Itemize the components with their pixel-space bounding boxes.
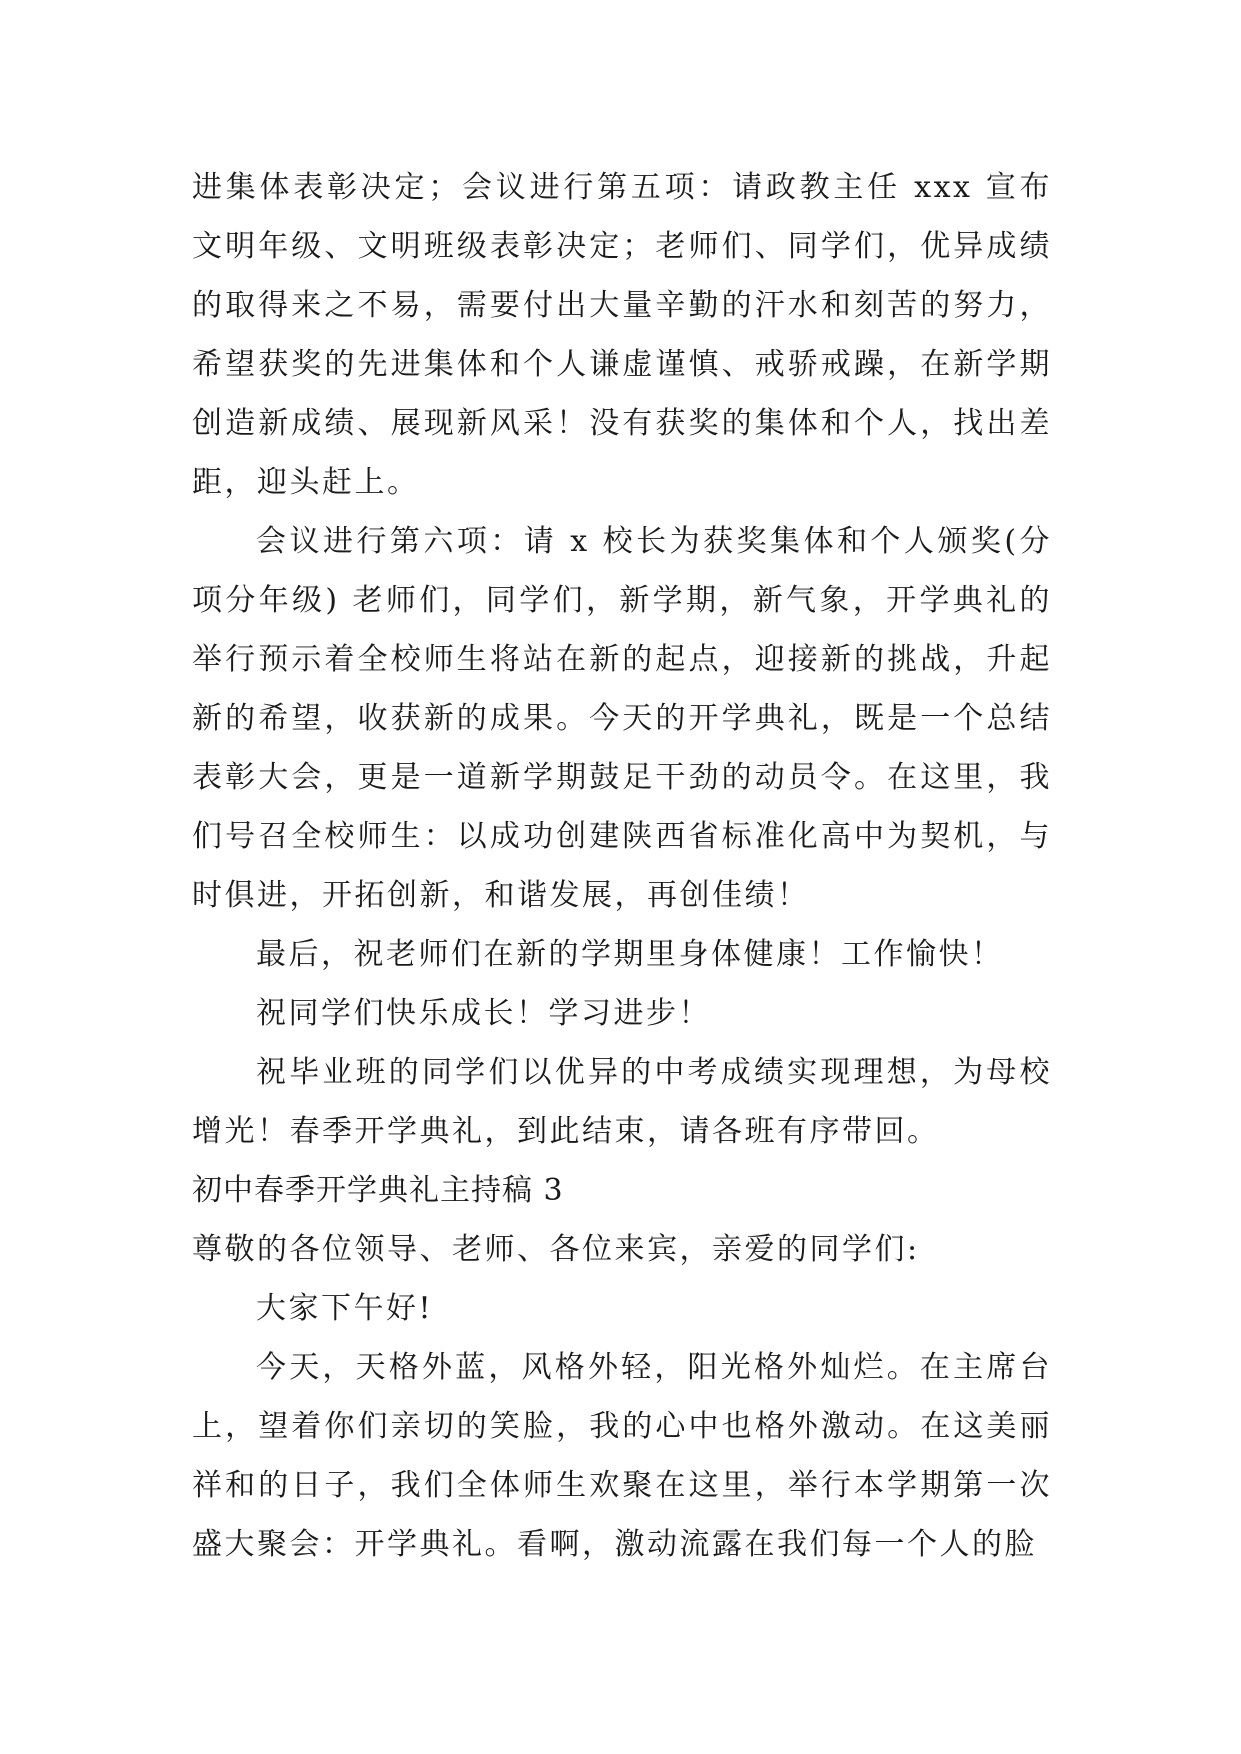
paragraph-wish-teachers: 最后，祝老师们在新的学期里身体健康！工作愉快！ [256, 937, 1004, 972]
salutation: 尊敬的各位领导、老师、各位来宾，亲爱的同学们: [192, 1232, 920, 1267]
paragraph-award-ceremony: 会议进行第六项：请 x 校长为获奖集体和个人颁奖(分项分年级) 老师们，同学们，新学期，新气象，开学典礼的举行预示着全校师生将站在新的起点，迎接新的挑战，升起新的希望，收获新的成果。今天的开学典礼，既是一个总结表彰大会，更是一道新学期鼓足干劲的动员令。在这里，我们号召全校师生：以成功创建陕西省标准化高中为契机，与时俱进，开拓创新，和谐发展，再创佳绩！ [192, 524, 1052, 913]
greeting: 大家下午好! [256, 1291, 434, 1326]
document-body [192, 158, 1052, 1574]
paragraph-commendation: 进集体表彰决定；会议进行第五项：请政教主任 xxx 宣布文明年级、文明班级表彰决定；老师们、同学们，优异成绩的取得来之不易，需要付出大量辛勤的汗水和刻苦的努力，希望获奖的先进集体和个人谦虚谨慎、戒骄戒躁，在新学期创造新成绩、展现新风采！没有获奖的集体和个人，找出差距，迎头赶上。 [192, 170, 1052, 500]
paragraph-wish-students: 祝同学们快乐成长！学习进步！ [256, 996, 711, 1031]
section-title: 初中春季开学典礼主持稿 3 [192, 1173, 564, 1208]
paragraph-wish-graduates: 祝毕业班的同学们以优异的中考成绩实现理想，为母校增光！春季开学典礼，到此结束，请各班有序带回。 [192, 1055, 1052, 1149]
paragraph-opening: 今天，天格外蓝，风格外轻，阳光格外灿烂。在主席台上，望着你们亲切的笑脸，我的心中也格外激动。在这美丽祥和的日子，我们全体师生欢聚在这里，举行本学期第一次盛大聚会：开学典礼。看啊，激动流露在我们每一个人的脸 [192, 1350, 1052, 1562]
